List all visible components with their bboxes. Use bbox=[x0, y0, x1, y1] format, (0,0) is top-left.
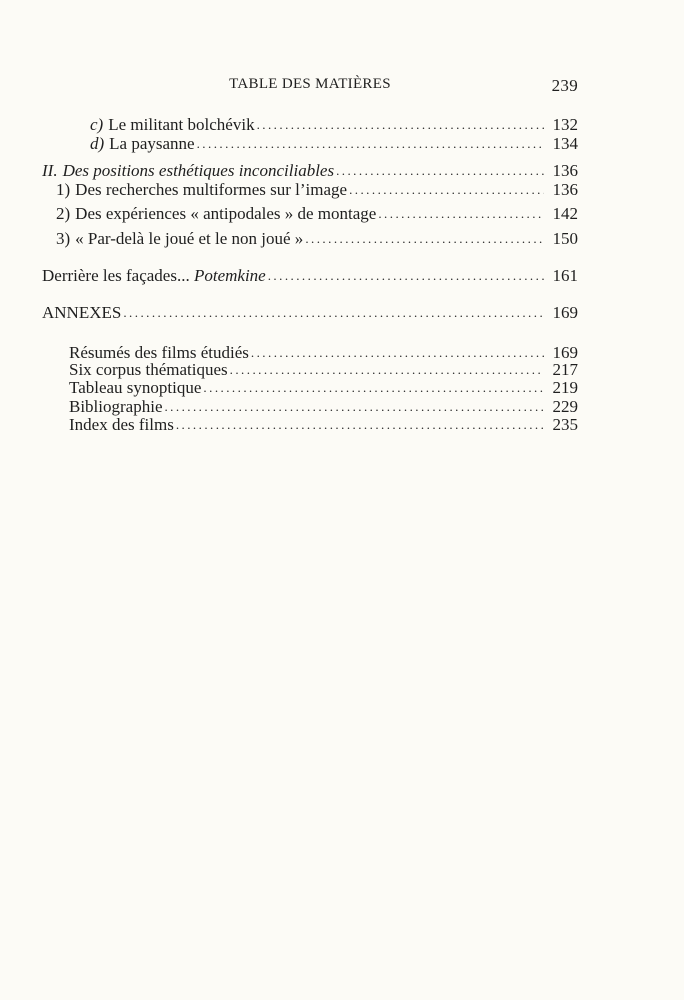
toc-entry-page: 161 bbox=[552, 266, 578, 285]
toc-entry-page: 219 bbox=[552, 378, 578, 397]
toc-entry-prefix: d) bbox=[90, 134, 105, 153]
toc-entry-prefix: 1) bbox=[56, 180, 71, 199]
toc-entry bbox=[42, 265, 578, 287]
toc-entry-page: 134 bbox=[552, 134, 578, 153]
toc-entry-page: 136 bbox=[552, 180, 578, 199]
toc-entry-title: Bibliographie bbox=[69, 397, 163, 416]
toc-entry-page: 235 bbox=[552, 415, 578, 434]
toc-entry-page: 132 bbox=[552, 115, 578, 134]
page-number: 239 bbox=[551, 76, 578, 95]
toc-entry-title: Des positions esthétiques inconciliables bbox=[62, 161, 335, 180]
toc-entry-title: Derrière les façades... bbox=[42, 266, 190, 285]
toc-entry-title: Des recherches multiformes sur l’image bbox=[75, 180, 348, 199]
toc-entry bbox=[42, 414, 578, 436]
toc-entry bbox=[42, 203, 578, 225]
toc-entry bbox=[42, 179, 578, 201]
toc-entry bbox=[42, 228, 578, 250]
toc-entry-title: Six corpus thématiques bbox=[69, 360, 228, 379]
toc-entry-page: 229 bbox=[552, 397, 578, 416]
toc-entry-title: « Par-delà le joué et le non joué » bbox=[75, 229, 304, 248]
dot-leader bbox=[305, 228, 544, 250]
toc-entry-prefix: 2) bbox=[56, 204, 71, 223]
toc-entry-page: 136 bbox=[552, 161, 578, 180]
toc-entry-page: 169 bbox=[552, 303, 578, 322]
dot-leader bbox=[176, 414, 544, 436]
dot-leader bbox=[123, 302, 544, 324]
toc-entry-prefix: c) bbox=[90, 115, 104, 134]
running-header-title: TABLE DES MATIÈRES bbox=[229, 76, 391, 92]
toc-entry-prefix: II. bbox=[42, 161, 58, 180]
toc-entry-prefix: 3) bbox=[56, 229, 71, 248]
toc-entry-title: ANNEXES bbox=[42, 303, 122, 322]
dot-leader bbox=[268, 265, 544, 287]
toc-entry-title: Index des films bbox=[69, 415, 174, 434]
toc-entry-title: Résumés des films étudiés bbox=[69, 343, 249, 362]
dot-leader bbox=[378, 203, 544, 225]
toc-entry-page: 142 bbox=[552, 204, 578, 223]
toc-entry-title-italic: Potemkine bbox=[193, 266, 266, 285]
toc-entry-title: La paysanne bbox=[109, 134, 195, 153]
running-header bbox=[42, 76, 578, 98]
dot-leader bbox=[349, 179, 544, 201]
toc-entry-title: Tableau synoptique bbox=[69, 378, 202, 397]
toc-entry-title: Le militant bolchévik bbox=[108, 115, 255, 134]
dot-leader bbox=[197, 133, 544, 155]
toc-section-heading bbox=[42, 302, 578, 324]
toc-entry-title: Des expériences « antipodales » de montage bbox=[75, 204, 377, 223]
toc-entry-page: 150 bbox=[552, 229, 578, 248]
toc-entry-page: 217 bbox=[552, 360, 578, 379]
toc-entry-page: 169 bbox=[552, 343, 578, 362]
toc-entry bbox=[42, 133, 578, 155]
